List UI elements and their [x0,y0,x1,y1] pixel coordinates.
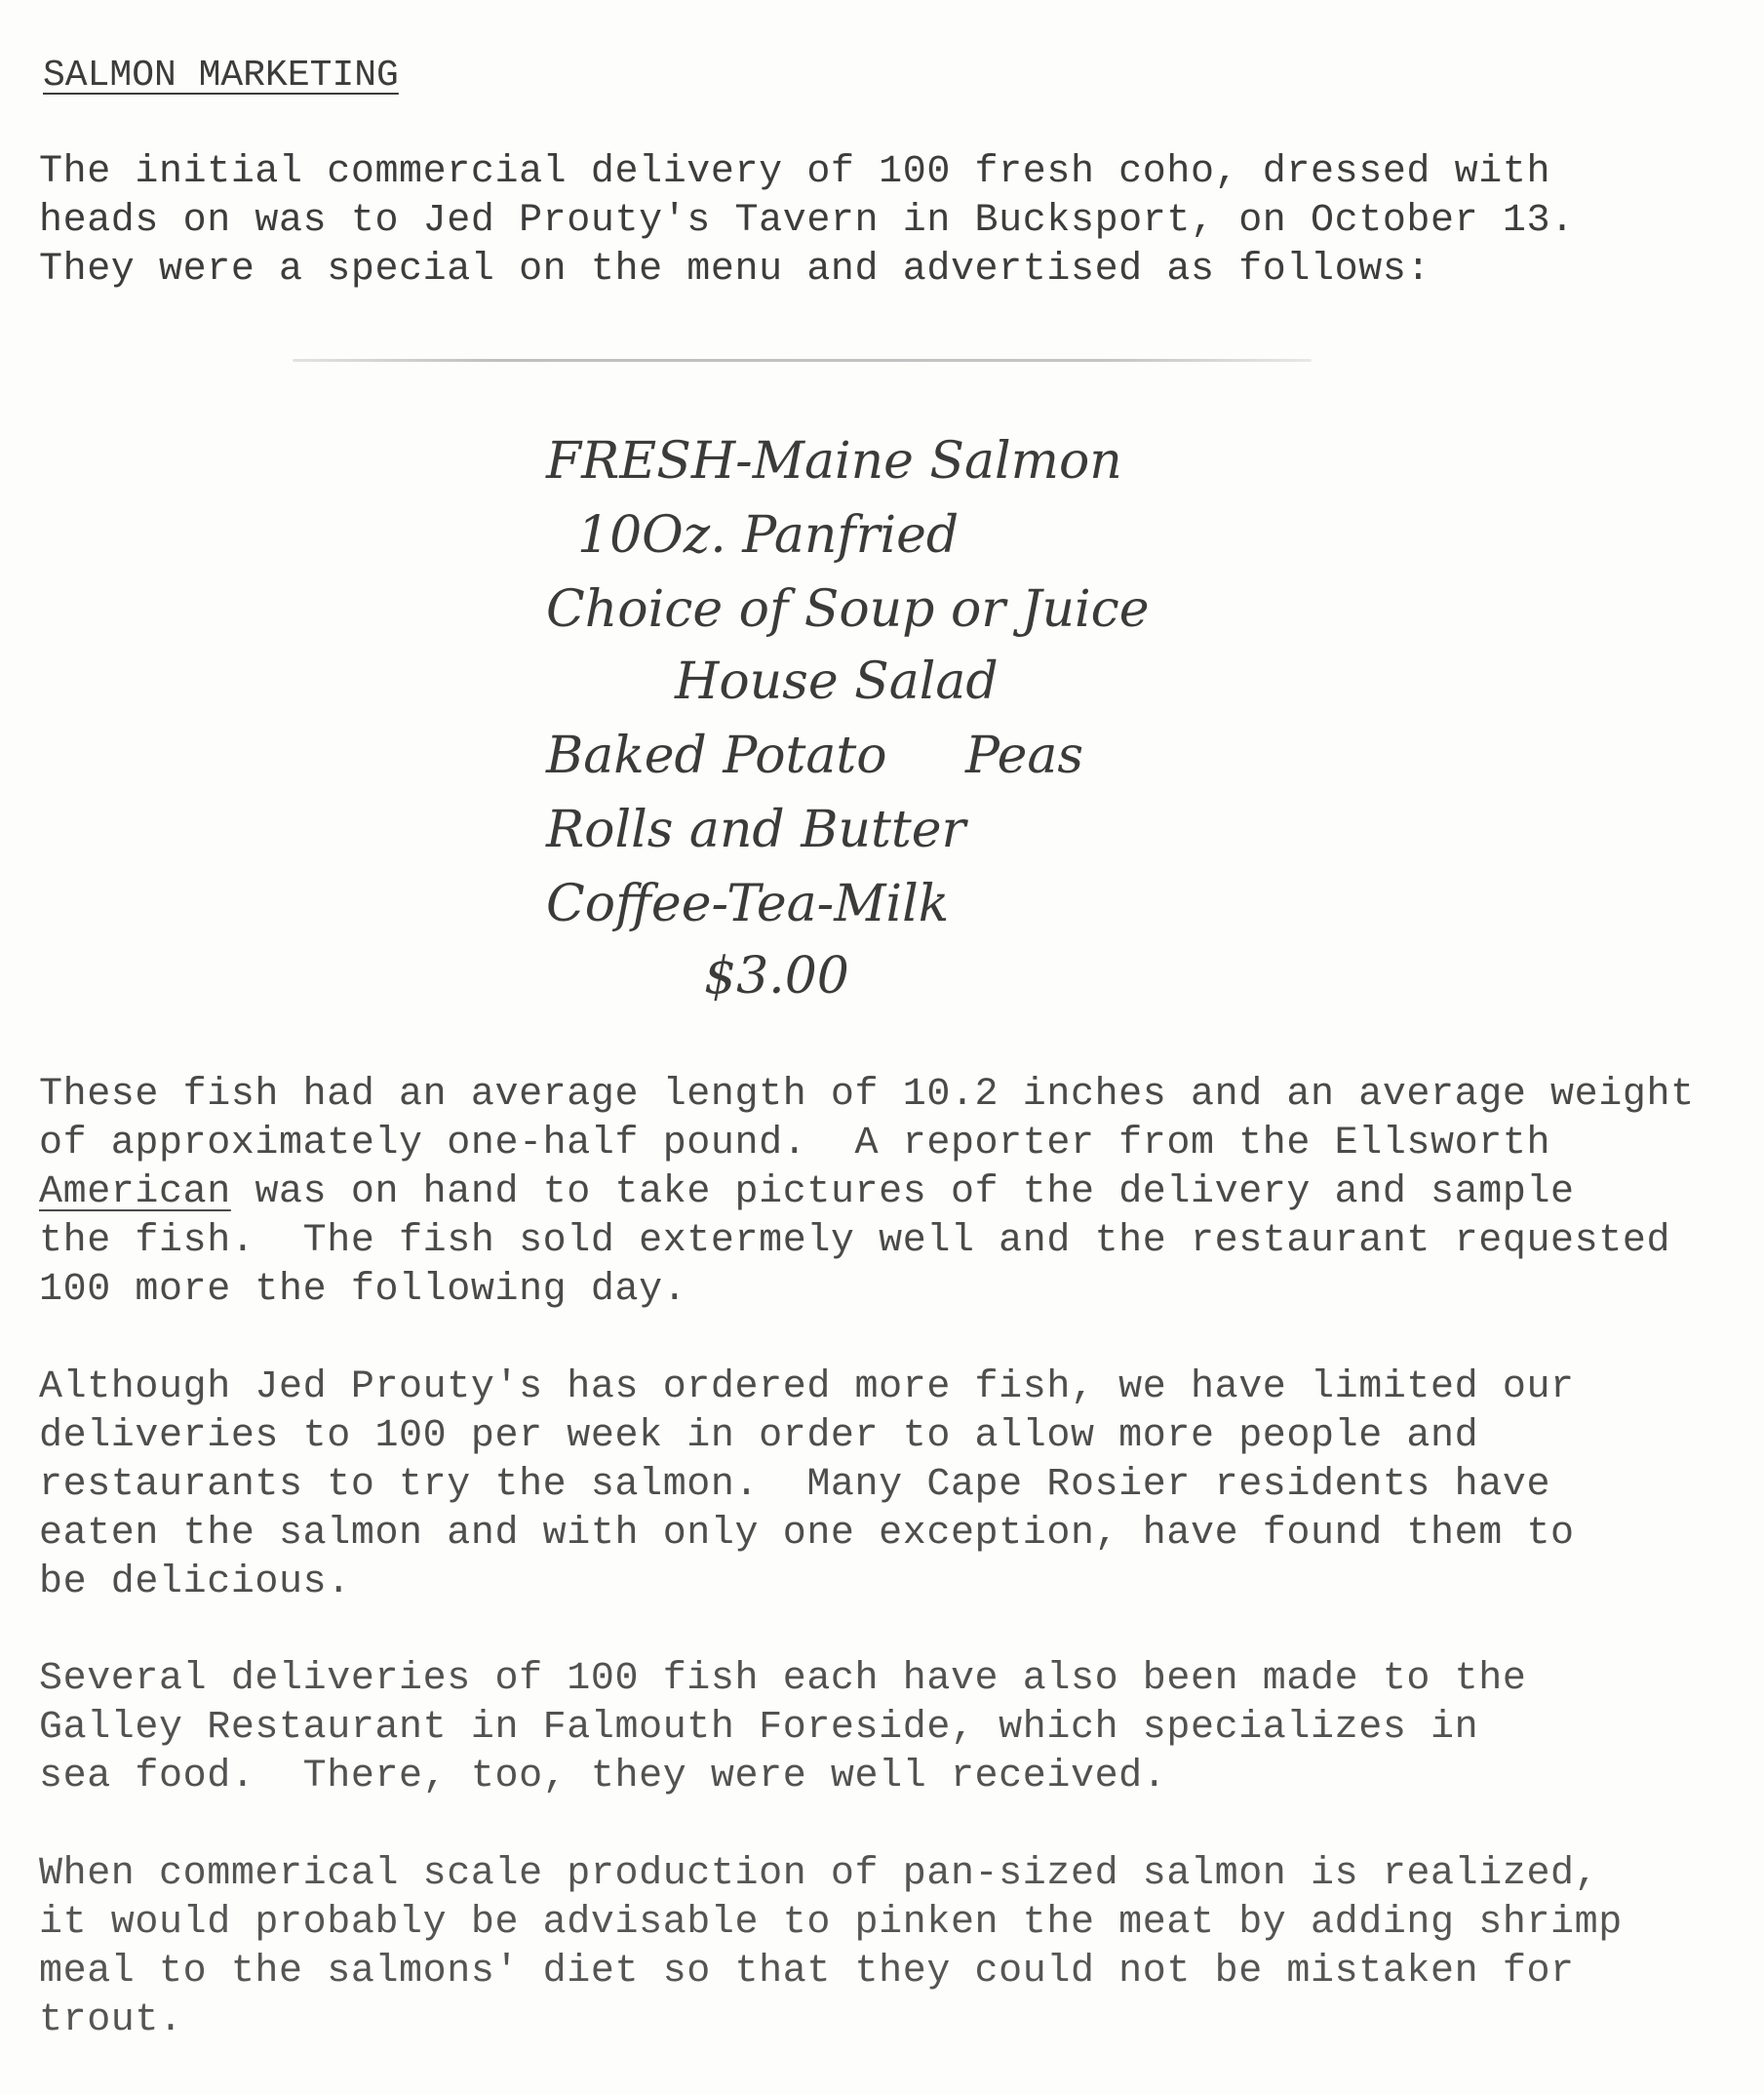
pinken-line: it would probably be advisable to pinken the meat by adding shrimp [39,1901,1623,1945]
intro-line: The initial commercial delivery of 100 fresh coho, dressed with [39,150,1551,194]
pinken-line: trout. [39,1998,183,2042]
prouty-line: eaten the salmon and with only one exception, have found them to [39,1512,1575,1556]
fish-line: These fish had an average length of 10.2 inches and an average weight [39,1073,1695,1117]
intro-line: They were a special on the menu and advertised as follows: [39,248,1431,292]
menu-price: $3.00 [704,947,849,1006]
menu-item-potato: Baked Potato [546,727,887,785]
prouty-line: restaurants to try the salmon. Many Cape Rosier residents have [39,1463,1551,1507]
fish-line: the fish. The fish sold extermely well and the restaurant requested [39,1219,1671,1263]
menu-item-salad: House Salad [675,652,999,711]
galley-paragraph [39,1655,1526,1801]
menu-item-soup-juice: Choice of Soup or Juice [546,580,1150,639]
intro-paragraph [39,148,1575,295]
pinken-paragraph [39,1850,1623,2045]
menu-divider-rule [293,359,1312,362]
galley-line: Several deliveries of 100 fish each have also been made to the [39,1657,1527,1701]
pinken-line: meal to the salmons' diet so that they could not be mistaken for [39,1950,1575,1994]
pinken-line: When commerical scale production of pan-sized salmon is realized, [39,1852,1599,1896]
fish-line: 100 more the following day. [39,1268,687,1312]
menu-item-beverages: Coffee-Tea-Milk [546,875,950,933]
fish-line: was on hand to take pictures of the delivery and sample [230,1170,1575,1214]
fish-line: of approximately one-half pound. A reporter from the Ellsworth [39,1122,1551,1166]
galley-line: Galley Restaurant in Falmouth Foreside, which specializes in [39,1706,1479,1750]
menu-item-rolls: Rolls and Butter [546,801,966,859]
intro-line: heads on was to Jed Prouty's Tavern in Bucksport, on October 13. [39,199,1575,243]
fish-paragraph [39,1071,1695,1315]
galley-line: sea food. There, too, they were well received. [39,1755,1167,1798]
prouty-paragraph [39,1363,1575,1607]
menu-item-peas: Peas [965,727,1084,785]
menu-item-panfried: 10Oz. Panfried [577,506,960,565]
page-title: SALMON MARKETING [43,55,399,97]
menu-item-salmon: FRESH-Maine Salmon [546,432,1122,491]
prouty-line: deliveries to 100 per week in order to allow more people and [39,1414,1479,1458]
newspaper-name: American [39,1170,231,1214]
prouty-line: be delicious. [39,1561,351,1604]
prouty-line: Although Jed Prouty's has ordered more fish, we have limited our [39,1365,1575,1409]
